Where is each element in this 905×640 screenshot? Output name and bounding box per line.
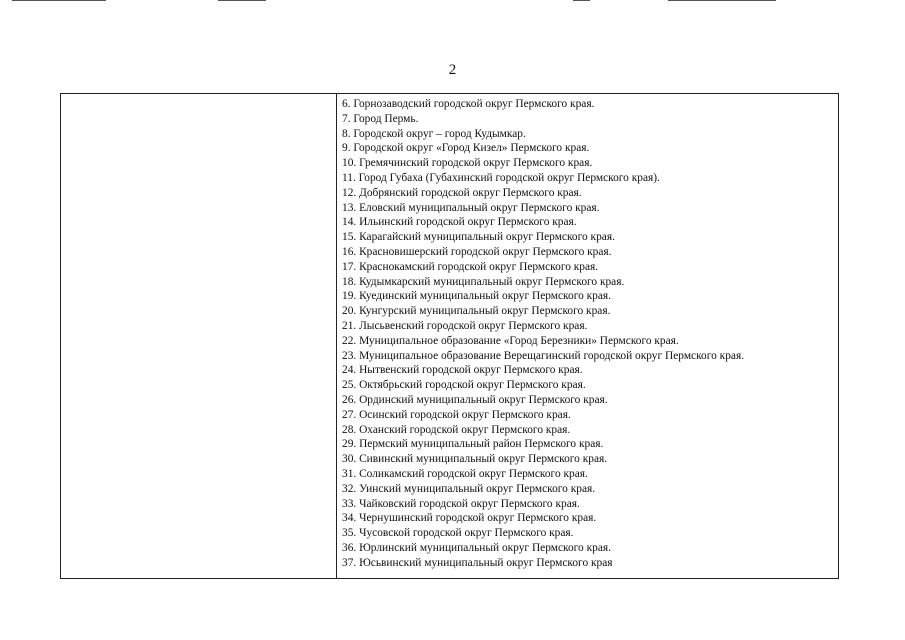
- list-item: 12. Добрянский городской округ Пермского края.: [342, 186, 582, 199]
- top-rule-1: [12, 0, 106, 1]
- list-item: 35. Чусовской городской округ Пермского края.: [342, 527, 574, 540]
- list-item: 9. Городской округ «Город Кизел» Пермского края.: [342, 142, 590, 155]
- list-item: 16. Красновишерский городской округ Пермского края.: [342, 245, 612, 258]
- list-item: 36. Юрлинский муниципальный округ Пермского края.: [342, 541, 611, 554]
- list-item: 20. Кунгурский муниципальный округ Пермского края.: [342, 305, 611, 318]
- list-item: 6. Горнозаводский городской округ Пермского края.: [342, 98, 595, 110]
- list-item: 33. Чайковский городской округ Пермского края.: [342, 497, 580, 510]
- list-item: 37. Юсьвинский муниципальный округ Пермского края: [342, 556, 613, 569]
- list-item: 34. Чернушинский городской округ Пермского края.: [342, 512, 597, 525]
- list-item: 30. Сивинский муниципальный округ Пермского края.: [342, 453, 608, 466]
- list-item: 27. Осинский городской округ Пермского края.: [342, 408, 571, 421]
- list-item: 10. Гремячинский городской округ Пермского края.: [342, 157, 593, 170]
- list-item: 31. Соликамский городской округ Пермского края.: [342, 467, 588, 480]
- list-item: 8. Городской округ – город Кудымкар.: [342, 127, 526, 140]
- top-rule-2: [218, 0, 266, 1]
- list-item: 21. Лысьвенский городской округ Пермского края.: [342, 319, 588, 332]
- list-item: 18. Кудымкарский муниципальный округ Пермского края.: [342, 275, 625, 288]
- top-rule-3: [573, 0, 590, 1]
- list-item: 28. Оханский городской округ Пермского края.: [342, 423, 571, 436]
- list-item: 29. Пермский муниципальный район Пермского края.: [342, 438, 604, 451]
- list-item: 19. Куединский муниципальный округ Пермского края.: [342, 290, 612, 303]
- list-item: 14. Ильинский городской округ Пермского края.: [342, 216, 577, 229]
- list-item: 22. Муниципальное образование «Город Березники» Пермского края.: [342, 334, 679, 347]
- list-item: 23. Муниципальное образование Верещагинский городской округ Пермского края.: [342, 349, 745, 362]
- table-left-cell: [61, 94, 337, 578]
- list-item: 24. Нытвенский городской округ Пермского края.: [342, 364, 583, 377]
- list-item: 11. Город Губаха (Губахинский городской округ Пермского края).: [342, 171, 660, 184]
- list-item: 32. Уинский муниципальный округ Пермского края.: [342, 482, 596, 495]
- list-item: 7. Город Пермь.: [342, 112, 419, 125]
- list-item: 15. Карагайский муниципальный округ Пермского края.: [342, 231, 615, 244]
- table-right-cell: [342, 97, 834, 571]
- top-rule-4: [668, 0, 776, 1]
- list-item: 25. Октябрьский городской округ Пермского края.: [342, 379, 586, 392]
- page-number: 2: [448, 62, 457, 78]
- list-item: 26. Ординский муниципальный округ Пермского края.: [342, 393, 608, 406]
- document-table: [60, 93, 839, 579]
- list-item: 13. Еловский муниципальный округ Пермского края.: [342, 201, 600, 214]
- list-item: 17. Краснокамский городской округ Пермского края.: [342, 260, 599, 273]
